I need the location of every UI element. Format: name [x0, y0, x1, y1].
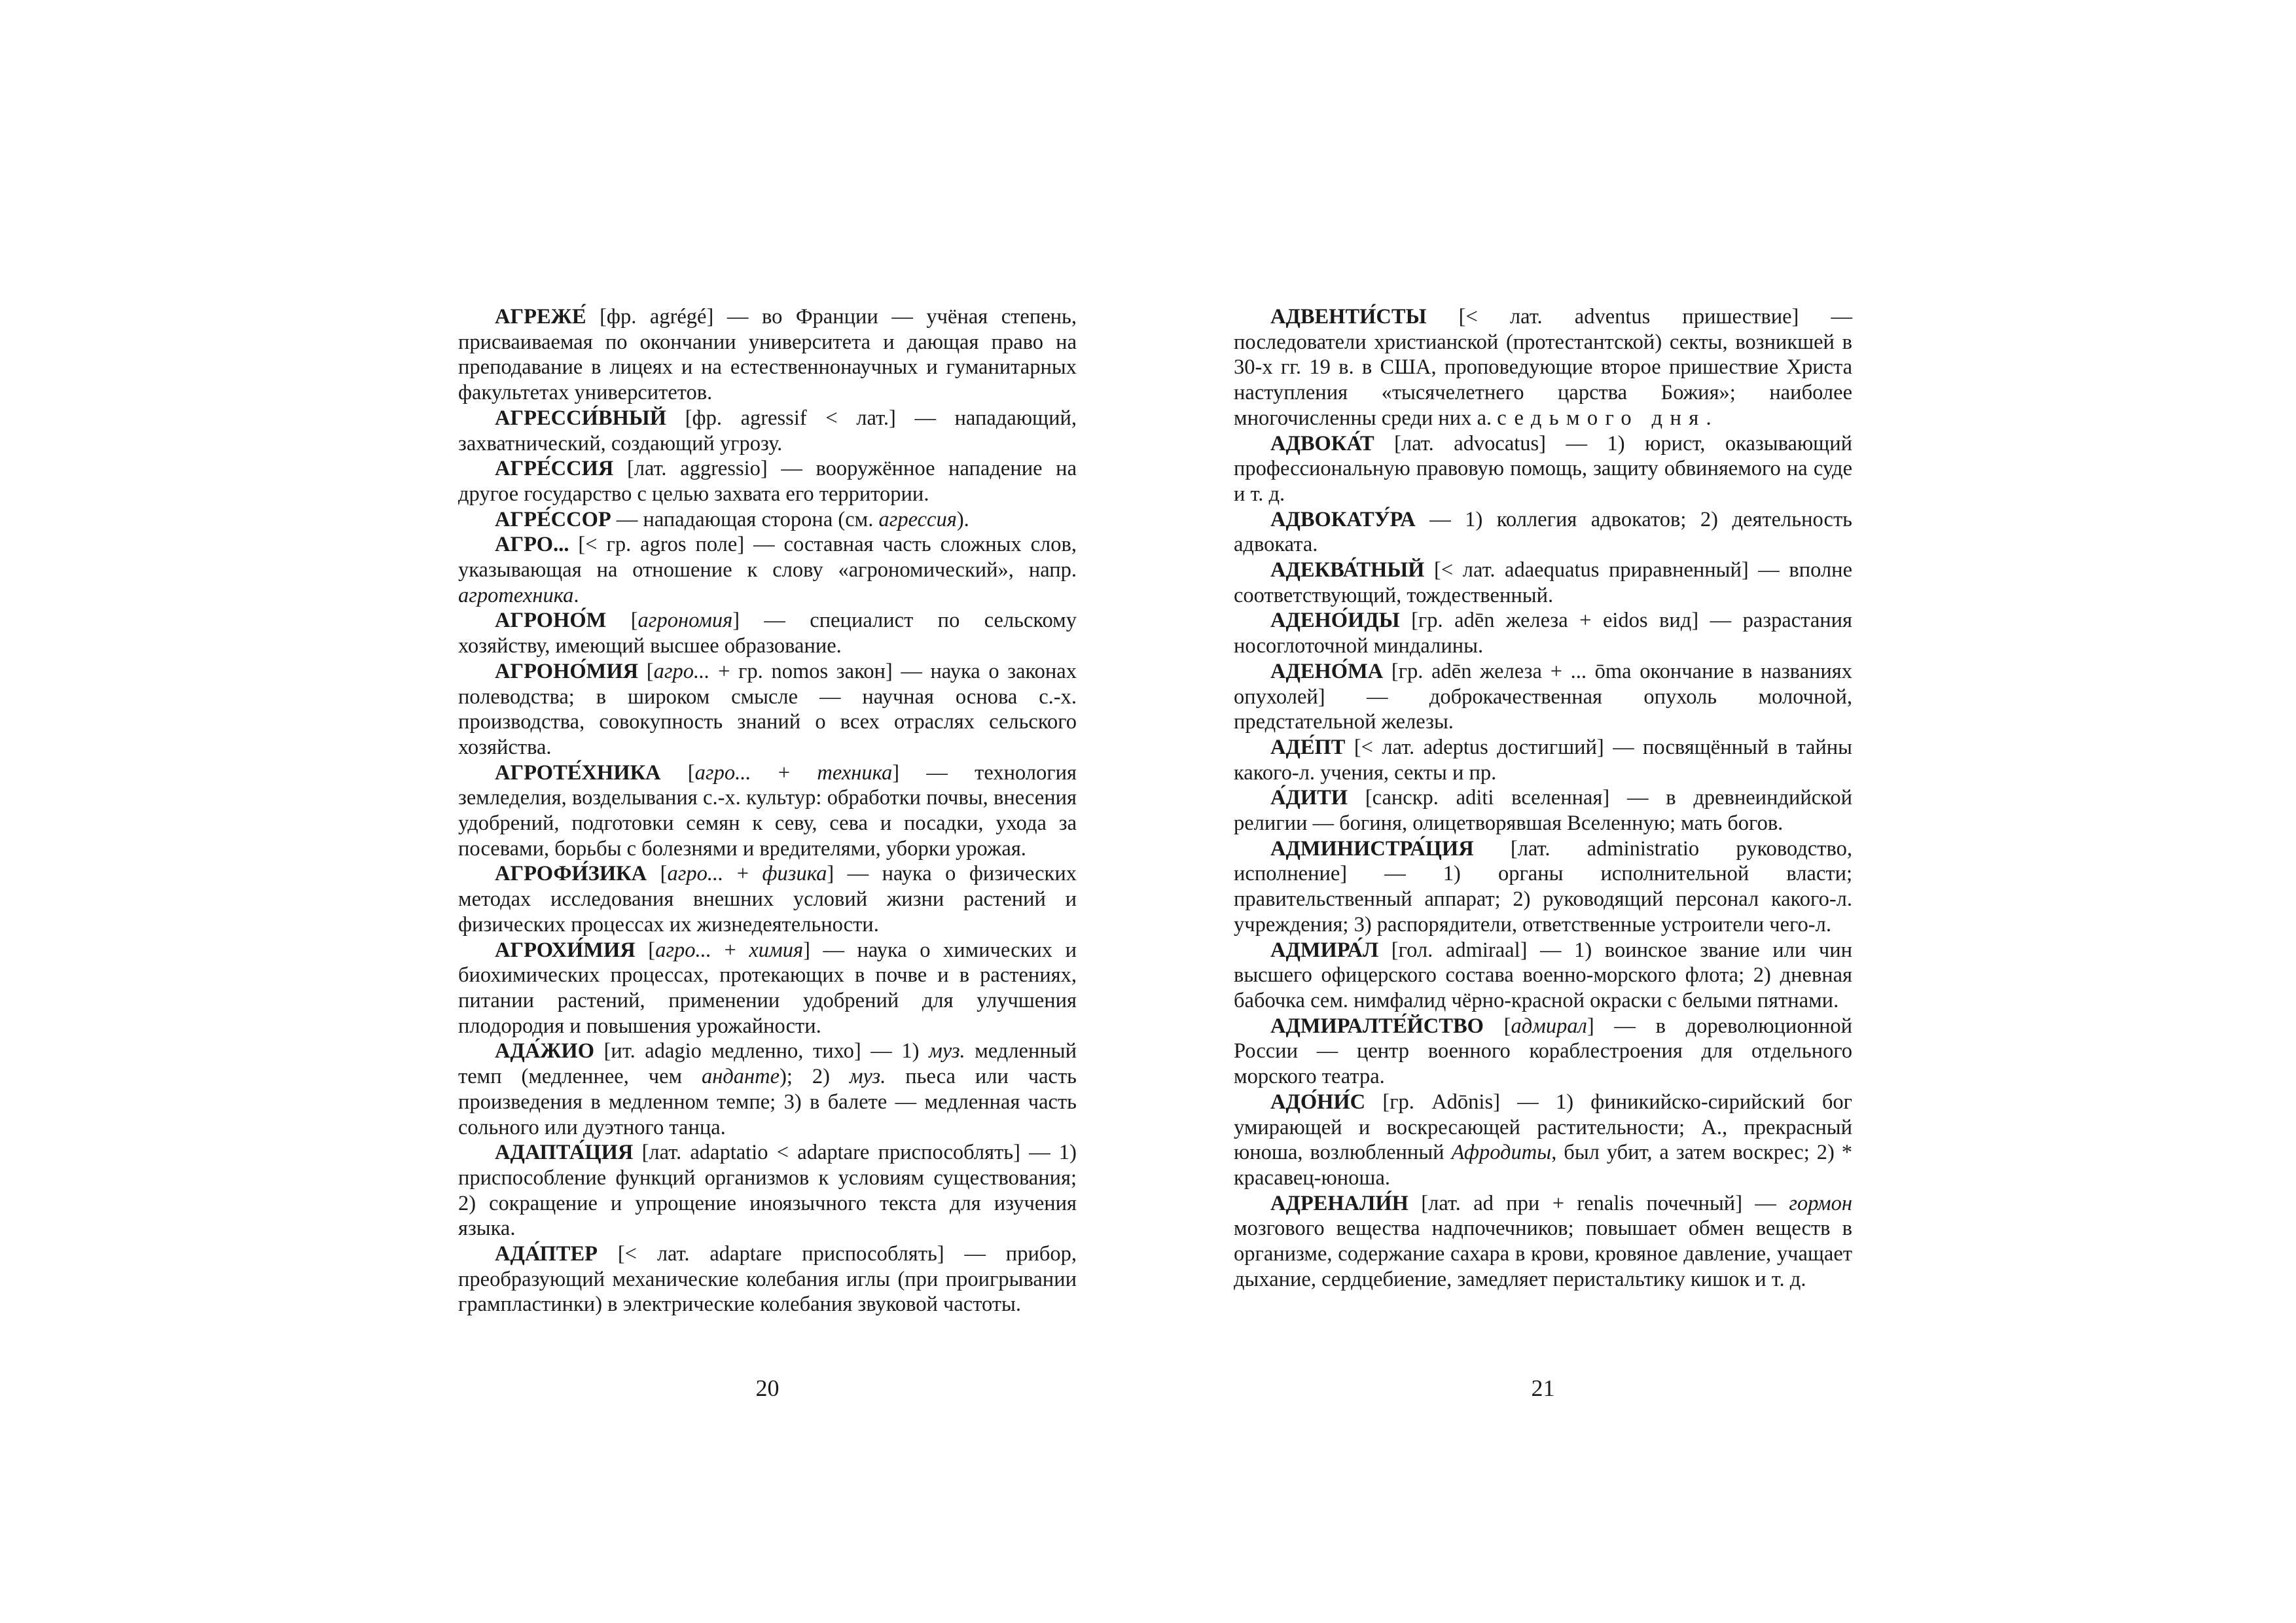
- entry-text: медленный темп (медленнее, чем: [458, 1039, 1077, 1089]
- entry-text: пьеса или часть произведения в медленном темпе; 3) в балете — медленная часть сольного или дуэтного танца.: [458, 1065, 1077, 1139]
- dictionary-entry: [1234, 1014, 1852, 1090]
- entry-text: [: [660, 760, 695, 785]
- entry-text: [: [635, 938, 656, 962]
- entry-text: агрономия: [637, 609, 733, 633]
- entry-text: ] — наука о физических методах исследования внешних условий жизни растений и физических процессах их жизнедеятельности.: [458, 862, 1077, 936]
- dictionary-entry: [458, 1039, 1077, 1140]
- entry-text: [< лат. adventus пришествие] — последователи христианской (протестантской) секты, возникшей в 30-х гг. 19 в. в США, проповедующие второе пришествие Христа наступления «тысячелетнего царства Божия»; наиболее многочисленны среди них а.: [1234, 305, 1852, 430]
- entry-headword: АДВОКАТУ́РА: [1270, 507, 1416, 531]
- entry-headword: АДА́ПТЕР: [495, 1242, 598, 1266]
- entry-headword: А́ДИТИ: [1270, 786, 1348, 810]
- dictionary-entry: [458, 406, 1077, 456]
- entry-text: агро...: [694, 760, 751, 785]
- dictionary-entry: [458, 456, 1077, 507]
- entry-text: [: [606, 609, 638, 633]
- entry-text: [лат. administratio руководство, исполнение] — 1) органы исполнительной власти; правительственный аппарат; 2) руководящий персонал какого-л. учреждения; 3) распорядители, ответственные устроители чего-л.: [1234, 836, 1852, 936]
- entry-headword: АГРОХИ́МИЯ: [495, 938, 636, 962]
- entry-text: +: [723, 862, 762, 886]
- dictionary-entry: [1234, 304, 1852, 431]
- entry-text: [< лат. adaequatus приравненный] — вполне соответствующий, тождественный.: [1234, 558, 1852, 607]
- dictionary-entry: [458, 532, 1077, 608]
- dictionary-entry: [1234, 785, 1852, 836]
- entry-text: — 1) коллегия адвокатов; 2) деятельность адвоката.: [1234, 507, 1852, 557]
- dictionary-entry: [1234, 1090, 1852, 1191]
- dictionary-entry: [458, 760, 1077, 862]
- dictionary-entry: [1234, 431, 1852, 507]
- entry-text: техника: [817, 760, 893, 785]
- entry-text: [санскр. aditi вселенная] — в древнеиндийской религии — богиня, олицетворявшая Вселенную; мать богов.: [1234, 786, 1852, 836]
- entry-headword: АГРОНО́М: [495, 609, 607, 633]
- entry-text: [гр. Adōnis] — 1) финикийско-сирийский бог умирающей и воскресающей растительности; А., прекрасный юноша, возлюбленный: [1234, 1090, 1852, 1165]
- entry-text: муз.: [849, 1065, 886, 1089]
- dictionary-entry: [1234, 558, 1852, 608]
- dictionary-entry: [1234, 1191, 1852, 1293]
- entry-text: Афродиты: [1451, 1141, 1552, 1165]
- entry-text: физика: [762, 862, 827, 886]
- entry-headword: АГРЕЖЕ́: [495, 305, 586, 329]
- entry-headword: АДВОКА́Т: [1270, 431, 1374, 455]
- dictionary-entry: [1234, 938, 1852, 1014]
- entry-headword: АГРОТЕ́ХНИКА: [495, 760, 661, 785]
- dictionary-entry: [1234, 735, 1852, 785]
- entry-headword: АДЕНО́ИДЫ: [1270, 609, 1400, 633]
- entry-headword: АГРЕ́ССИЯ: [495, 457, 614, 481]
- entry-text: .: [573, 583, 579, 607]
- entry-text: агро...: [653, 659, 710, 683]
- entry-text: ); 2): [780, 1065, 850, 1089]
- entry-text: [: [1483, 1014, 1511, 1038]
- entry-text: [ит. adagio медленно, тихо] — 1): [594, 1039, 929, 1063]
- dictionary-entry: [1234, 608, 1852, 658]
- entry-text: [: [638, 659, 654, 683]
- entry-headword: АГРЕ́ССОР: [495, 507, 611, 531]
- entry-text: ] — в дореволюционной России — центр военного кораблестроения для отдельного морского театра.: [1234, 1014, 1852, 1089]
- entry-text: + гр. nomos закон] — наука о законах полеводства; в широком смысле — научная основа с.-х. производства, совокупность знаний о всех отраслях сельского хозяйства.: [458, 659, 1077, 759]
- entry-headword: АДАПТА́ЦИЯ: [495, 1141, 634, 1165]
- page-number-left: 20: [755, 1375, 780, 1401]
- dictionary-entry: [458, 938, 1077, 1039]
- dictionary-entry: [458, 1140, 1077, 1241]
- entry-text: агро...: [655, 938, 711, 962]
- entry-text: химия: [749, 938, 804, 962]
- dictionary-entry: [458, 1241, 1077, 1317]
- entry-text: [гол. admiraal] — 1) воинское звание или чин высшего офицерского состава военно-морского флота; 2) дневная бабочка сем. нимфалид чёрно-красной окраски с белыми пятнами.: [1234, 938, 1852, 1012]
- dictionary-entry: [1234, 507, 1852, 558]
- dictionary-entry: [1234, 836, 1852, 938]
- entry-text: [лат. advocatus] — 1) юрист, оказывающий профессиональную правовую помощь, защиту обвиняемого на суде и т. д.: [1234, 431, 1852, 506]
- entry-headword: АДЕ́ПТ: [1270, 735, 1346, 759]
- entry-text: ).: [956, 507, 969, 531]
- entry-text: ] — специалист по сельскому хозяйству, имеющий высшее образование.: [458, 609, 1077, 658]
- entry-text: агротехника: [458, 583, 574, 607]
- left-page-text: [458, 304, 1077, 1317]
- entry-text: [лат. aggressio] — вооружённое нападение на другое государство с целью захвата его территории.: [458, 457, 1077, 506]
- entry-text: агрессия: [878, 507, 957, 531]
- entry-headword: АДМИРАЛТЕ́ЙСТВО: [1270, 1014, 1484, 1038]
- entry-text: ] — наука о химических и биохимических процессах, протекающих в почве и в растениях, питании растений, применении удобрений для улучшения плодородия и повышения урожайности.: [458, 938, 1077, 1038]
- entry-headword: АГРО...: [495, 533, 569, 557]
- entry-text: седьмого дня: [1497, 406, 1706, 430]
- entry-headword: АДЕНО́МА: [1270, 659, 1384, 683]
- entry-text: [< гр. agros поле] — составная часть сложных слов, указывающая на отношение к слову «агрономический», напр.: [458, 533, 1077, 582]
- entry-headword: АГРОНО́МИЯ: [495, 659, 639, 683]
- entry-text: +: [711, 938, 749, 962]
- entry-text: адмирал: [1511, 1014, 1587, 1038]
- dictionary-entry: [458, 608, 1077, 658]
- entry-text: [фр. agressif < лат.] — нападающий, захватнический, создающий угрозу.: [458, 406, 1077, 455]
- entry-text: +: [751, 760, 817, 785]
- entry-headword: АДЕКВА́ТНЫЙ: [1270, 558, 1425, 582]
- dictionary-entry: [458, 304, 1077, 406]
- entry-text: — нападающая сторона (см.: [611, 507, 879, 531]
- entry-headword: АГРОФИ́ЗИКА: [495, 862, 647, 886]
- dictionary-entry: [458, 659, 1077, 760]
- entry-text: .: [1706, 406, 1712, 430]
- page-number-right: 21: [1531, 1375, 1555, 1401]
- entry-headword: АГРЕССИ́ВНЫЙ: [495, 406, 667, 430]
- right-page-text: [1234, 304, 1852, 1292]
- entry-text: [< лат. adaptare приспособлять] — прибор, преобразующий механические колебания иглы (при проигрывании грампластинки) в электрические колебания звуковой частоты.: [458, 1242, 1077, 1317]
- entry-text: [: [647, 862, 668, 886]
- entry-text: анданте: [701, 1065, 780, 1089]
- entry-text: муз.: [929, 1039, 965, 1063]
- entry-text: , был убит, а затем воскрес; 2) * красавец-юноша.: [1234, 1141, 1852, 1190]
- entry-text: [фр. agrégé] — во Франции — учёная степень, присваиваемая по окончании университета и дающая право на преподавание в лицеях и на естественнонаучных и гуманитарных факультетах университетов.: [458, 305, 1077, 405]
- dictionary-entry: [1234, 659, 1852, 735]
- entry-text: ] — технология земледелия, возделывания с.-х. культур: обработки почвы, внесения удобрений, подготовки семян к севу, сева и посадки, ухода за посевами, борьбы с болезнями и вредителями, уборки урожая.: [458, 760, 1077, 861]
- entry-headword: АДМИРА́Л: [1270, 938, 1379, 962]
- entry-headword: АДРЕНАЛИ́Н: [1270, 1191, 1408, 1215]
- entry-headword: АДВЕНТИ́СТЫ: [1270, 305, 1427, 329]
- entry-headword: АДО́НИ́С: [1270, 1090, 1366, 1114]
- entry-text: [лат. adaptatio < adaptare приспособлять] — 1) приспособление функций организмов к условиям существования; 2) сокращение и упрощение иноязычного текста для изучения языка.: [458, 1141, 1077, 1241]
- entry-text: [< лат. adeptus достигший] — посвящённый в тайны какого-л. учения, секты и пр.: [1234, 735, 1852, 785]
- entry-headword: АДА́ЖИО: [495, 1039, 594, 1063]
- entry-text: [лат. ad при + renalis почечный] —: [1408, 1191, 1789, 1215]
- dictionary-entry: [458, 507, 1077, 533]
- entry-text: [гр. adēn железа + ... ōma окончание в названиях опухолей] — доброкачественная опухоль молочной, предстательной железы.: [1234, 659, 1852, 734]
- entry-text: гормон: [1789, 1191, 1852, 1215]
- entry-text: [гр. adēn железа + eidos вид] — разрастания носоглоточной миндалины.: [1234, 609, 1852, 658]
- entry-headword: АДМИНИСТРА́ЦИЯ: [1270, 836, 1474, 861]
- entry-text: мозгового вещества надпочечников; повышает обмен веществ в организме, содержание сахара в крови, кровяное давление, учащает дыхание, сердцебиение, замедляет перистальтику кишок и т. д.: [1234, 1217, 1852, 1291]
- entry-text: агро...: [667, 862, 724, 886]
- dictionary-entry: [458, 861, 1077, 937]
